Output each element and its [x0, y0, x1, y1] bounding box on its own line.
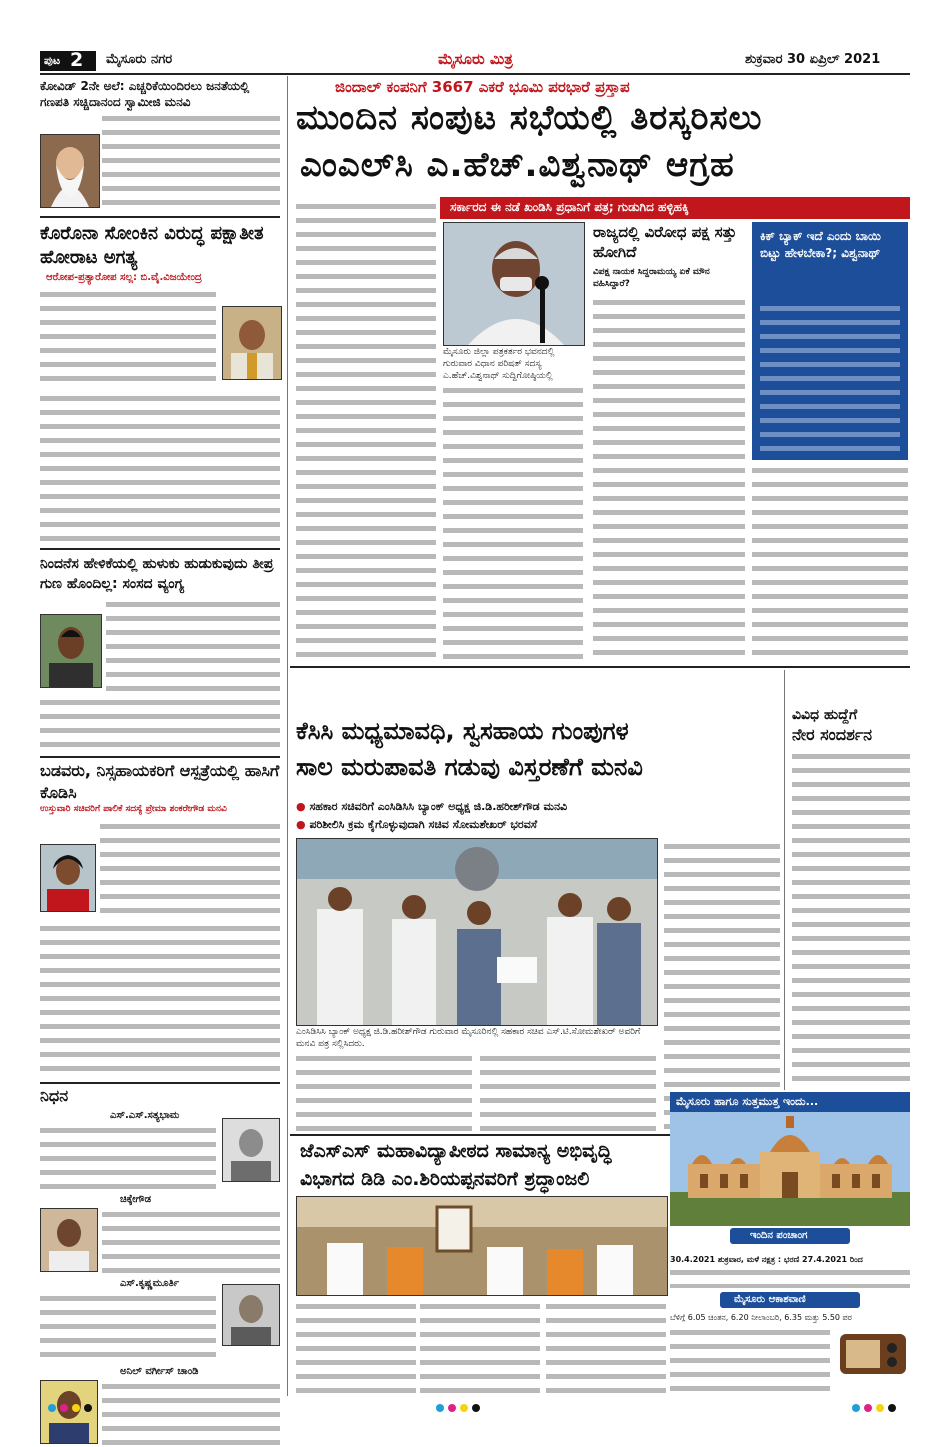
registration-dot — [876, 1404, 884, 1412]
mp-photo-art — [41, 615, 101, 687]
bullet-icon: ● — [296, 800, 306, 813]
mid-body-col-2 — [480, 1052, 656, 1132]
lead-body-col-3 — [593, 296, 745, 662]
obituary-name-4: ಅನಿಲ್ ವರ್ಗೀಸ್ ಚಾಂಡಿ — [120, 1366, 199, 1377]
vishwanath-photo — [443, 222, 585, 346]
story-divider — [40, 756, 280, 758]
radio-icon — [838, 1330, 908, 1376]
lead-body-col-4 — [752, 464, 908, 662]
obituary-photo-3-art — [223, 1285, 279, 1345]
story-mp-body — [106, 598, 280, 698]
lead-headline-1: ಮುಂದಿನ ಸಂಪುಟ ಸಭೆಯಲ್ಲಿ ತಿರಸ್ಕರಿಸಲು — [296, 98, 763, 138]
mysuru-today-ad — [670, 1092, 910, 1242]
kcc-photo — [296, 838, 658, 1026]
mysuru-today-ad-title: ಮೈಸೂರು ಹಾಗೂ ಸುತ್ತಮುತ್ತ ಇಂದು... — [676, 1095, 819, 1108]
mid-bullet-2-text: ಪರಿಶೀಲಿಸಿ ಕ್ರಮ ಕೈಗೊಳ್ಳುವುದಾಗಿ ಸಚಿವ ಸೋಮಶೇಖರ್ ಭರವಸೆ — [309, 818, 538, 831]
mp-photo — [40, 614, 102, 688]
lead-bottom-rule — [290, 666, 910, 668]
mid-bullet-1 — [296, 800, 776, 814]
story-bed-head: ಬಡವರು, ನಿಸ್ಸಹಾಯಕರಿಗೆ ಆಸ್ಪತ್ರೆಯಲ್ಲಿ ಹಾಸಿಗೆ ಕೊಡಿಸಿ — [40, 761, 280, 802]
left-column — [40, 76, 280, 1396]
right-news-title-1: ವಿವಿಧ ಹುದ್ದೆಗೆ — [792, 707, 858, 723]
mid-headline-1: ಕೆಸಿಸಿ ಮಧ್ಯಮಾವಧಿ, ಸ್ವಸಹಾಯ ಗುಂಪುಗಳ — [296, 717, 629, 745]
registration-dot — [460, 1404, 468, 1412]
radio-title: ಮೈಸೂರು ಆಕಾಶವಾಣಿ — [734, 1294, 806, 1305]
panchanga-title: ಇಂದಿನ ಪಂಚಾಂಗ — [750, 1230, 808, 1241]
obituary-name-1: ಎಸ್.ಎಸ್.ಸತ್ಯಭಾಮ — [110, 1110, 180, 1121]
mysuru-today-ad-bar — [670, 1092, 910, 1112]
jss-photo — [296, 1196, 668, 1296]
registration-dot — [864, 1404, 872, 1412]
lead-body-col-2 — [443, 384, 583, 662]
page-label: ಪುಟ — [44, 54, 61, 67]
vijayendra-photo — [222, 306, 282, 380]
story-corona-body — [40, 288, 216, 388]
kickback-box-head: ಕಿಕ್ ಬ್ಯಾಕ್ ಇದೆ ಎಂದು ಬಾಯಿ ಬಿಟ್ಟು ಹೇಳಬೇಕಾ?; ವಿಶ್ವನಾಥ್ — [760, 229, 881, 260]
story-corona-head: ಕೊರೊನಾ ಸೋಂಕಿನ ವಿರುದ್ಧ ಪಕ್ಷಾತೀತ ಹೋರಾಟ ಅಗತ್ಯ — [40, 223, 264, 268]
jss-photo-art — [297, 1197, 667, 1295]
vishwanath-photo-caption: ಮೈಸೂರು ಜಿಲ್ಲಾ ಪತ್ರಕರ್ತರ ಭವನದಲ್ಲಿ ಗುರುವಾರ ವಿಧಾನ ಪರಿಷತ್ ಸದಸ್ಯ ಎ.ಹೆಚ್.ವಿಶ್ವನಾಥ್ ಸುದ್ದಿಗೋಷ್ಠಿಯಲ್ಲಿ — [443, 347, 555, 381]
mid-body-col-1 — [296, 1052, 472, 1132]
story-covid-swamiji-head: ಕೋವಿಡ್ 2ನೇ ಅಲೆ: ಎಚ್ಚರಿಕೆಯಿಂದಿರಲು ಜನತೆಯಲ್ಲಿ ಗಣಪತಿ ಸಚ್ಚಿದಾನಂದ ಸ್ವಾಮೀಜಿ ಮನವಿ — [40, 79, 250, 109]
kcc-photo-caption: ಎಂಸಿಡಿಸಿಸಿ ಬ್ಯಾಂಕ್ ಅಧ್ಯಕ್ಷ ಜಿ.ಡಿ.ಹರೀಶ್‌ಗೌಡ ಗುರುವಾರ ಮೈಸೂರಿನಲ್ಲಿ ಸಹಕಾರ ಸಚಿವ ಎಸ್.ಟಿ.ಸೋಮಶೇಖರ್ ಅವರಿಗೆ ಮನವಿ ಪತ್ರ ಸಲ್ಲಿಸಿದರು. — [296, 1027, 641, 1049]
registration-dot — [888, 1404, 896, 1412]
lead-body-col-1 — [296, 200, 436, 662]
right-news-title-2: ನೇರ ಸಂದರ್ಶನ — [792, 725, 873, 744]
obituary-photo-2 — [40, 1208, 98, 1272]
bottom-body-col-1 — [296, 1300, 416, 1396]
lead-sub-kicker: ವಿಪಕ್ಷ ನಾಯಕ ಸಿದ್ದರಾಮಯ್ಯ ಏಕೆ ಮೌನ ವಹಿಸಿದ್ದಾರೆ? — [593, 267, 710, 289]
lead-kicker: ಜಿಂದಾಲ್ ಕಂಪನಿಗೆ 3667 ಎಕರೆ ಭೂಮಿ ಪರಭಾರೆ ಪ್ರಸ್ತಾಪ — [335, 78, 630, 96]
story-corona-kicker: ಆರೋಪ-ಪ್ರತ್ಯಾರೋಪ ಸಲ್ಲ: ಬಿ.ವೈ.ವಿಜಯೇಂದ್ರ — [46, 272, 202, 283]
radio-bar — [720, 1292, 860, 1308]
story-bed-kicker: ಉಸ್ತುವಾರಿ ಸಚಿವರಿಗೆ ಪಾಲಿಕೆ ಸದಸ್ಯೆ ಪ್ರೇಮಾ ಶಂಕರೇಗೌಡ ಮನವಿ — [40, 804, 227, 814]
bottom-headline-2: ವಿಭಾಗದ ಡಿಡಿ ಎಂ.ಶಿರಿಯಪ್ಪನವರಿಗೆ ಶ್ರದ್ಧಾಂಜಲಿ — [300, 1168, 590, 1190]
section-name: ಮೈಸೂರು ನಗರ — [106, 52, 173, 67]
mid-bullet-1-text: ಸಹಕಾರ ಸಚಿವರಿಗೆ ಎಂಸಿಡಿಸಿಸಿ ಬ್ಯಾಂಕ್ ಅಧ್ಯಕ್ಷ ಜಿ.ಡಿ.ಹರೀಶ್‌ಗೌಡ ಮನವಿ — [309, 800, 568, 813]
lead-strap: ಸರ್ಕಾರದ ಈ ನಡೆ ಖಂಡಿಸಿ ಪ್ರಧಾನಿಗೆ ಪತ್ರ; ಗುಡುಗಿದ ಹಳ್ಳಿಹಕ್ಕಿ — [450, 200, 689, 214]
registration-dot — [84, 1404, 92, 1412]
vishwanath-photo-art — [444, 223, 584, 345]
page-header — [40, 50, 910, 72]
story-bed-body-2 — [40, 922, 280, 1080]
story-divider — [40, 548, 280, 550]
registration-dot — [48, 1404, 56, 1412]
mysore-palace-illustration — [670, 1112, 910, 1226]
mid-bullet-2 — [296, 818, 776, 832]
obituary-body-3 — [40, 1292, 216, 1360]
obituary-name-2: ಚಿಕ್ಕೇಗೌಡ — [120, 1194, 151, 1205]
radio-icon-art — [838, 1330, 908, 1376]
panchanga-body — [670, 1266, 910, 1288]
obituary-title: ನಿಧನ — [40, 1086, 69, 1105]
page-date: ಶುಕ್ರವಾರ 30 ಏಪ್ರಿಲ್ 2021 — [745, 52, 881, 67]
masthead: ಮೈಸೂರು ಮಿತ್ರ — [438, 50, 513, 68]
lead-sub-head: ರಾಜ್ಯದಲ್ಲಿ ವಿರೋಧ ಪಕ್ಷ ಸತ್ತು ಹೋಗಿದೆ — [593, 223, 737, 261]
prema-photo — [40, 844, 96, 912]
story-divider — [40, 1082, 280, 1084]
bottom-body-col-2 — [420, 1300, 540, 1396]
print-registration-dots — [0, 1404, 945, 1416]
obituary-body-1 — [40, 1124, 216, 1192]
mid-body-col-3 — [664, 840, 780, 1132]
radio-line: ಬೆಳಿಗ್ಗೆ 6.05 ಚಿಂತನ, 6.20 ನೀಲಾಂಬರಿ, 6.35 ಮತ್ತು 5.50 ಪರ — [670, 1313, 852, 1322]
registration-dot — [60, 1404, 68, 1412]
registration-dot — [448, 1404, 456, 1412]
mid-headline-2: ಸಾಲ ಮರುಪಾವತಿ ಗಡುವು ವಿಸ್ತರಣೆಗೆ ಮನವಿ — [296, 753, 643, 781]
obituary-name-3: ಎಸ್.ಕೃಷ್ಣಮೂರ್ತಿ — [120, 1278, 180, 1289]
kickback-box-body — [760, 302, 900, 452]
obituary-photo-1 — [222, 1118, 280, 1182]
story-bed-body — [100, 820, 280, 920]
obituary-photo-2-art — [41, 1209, 97, 1271]
story-corona-body-2 — [40, 392, 280, 542]
registration-dot — [436, 1404, 444, 1412]
story-covid-swamiji-body — [102, 112, 280, 212]
right-column-divider — [784, 670, 785, 1090]
page-number-badge — [40, 51, 96, 71]
obituary-photo-3 — [222, 1284, 280, 1346]
story-mp-head: ನಿಂದನೆಸ ಹೇಳಿಕೆಯಲ್ಲಿ ಹುಳುಕು ಹುಡುಕುವುದು ತೀಪ್ರ ಗುಣ ಹೊಂದಿಲ್ಲ: ಸಂಸದ ವ್ಯಂಗ್ಯ — [40, 556, 274, 592]
registration-dot — [72, 1404, 80, 1412]
obituary-photo-1-art — [223, 1119, 279, 1181]
story-mp-body-2 — [40, 696, 280, 752]
page-number: 2 — [70, 49, 84, 71]
prema-photo-art — [41, 845, 95, 911]
kickback-box — [752, 222, 908, 460]
header-rule — [40, 73, 910, 75]
story-divider — [40, 216, 280, 218]
bottom-body-col-3 — [546, 1300, 666, 1396]
vijayendra-photo-art — [223, 307, 281, 379]
registration-dot — [852, 1404, 860, 1412]
kcc-photo-art — [297, 839, 657, 1025]
bullet-icon: ● — [296, 818, 306, 831]
lead-strap-bar — [440, 197, 910, 219]
panchanga-line: 30.4.2021 ಶುಕ್ರವಾರ, ಮಳೆ ನಕ್ಷತ್ರ : ಭರಣಿ 27.4.2021 ರಿಂದ — [670, 1255, 863, 1264]
radio-body — [670, 1326, 830, 1396]
panchanga-bar — [730, 1228, 850, 1244]
right-news-body — [792, 750, 910, 1084]
swamiji-photo — [40, 134, 100, 208]
lead-headline-2: ಎಂಎಲ್‌ಸಿ ಎ.ಹೆಚ್.ವಿಶ್ವನಾಥ್ ಆಗ್ರಹ — [300, 145, 735, 185]
swamiji-photo-art — [41, 135, 99, 207]
left-column-divider — [287, 76, 288, 1396]
registration-dot — [472, 1404, 480, 1412]
bottom-headline-1: ಜೆಎಸ್‌ಎಸ್ ಮಹಾವಿದ್ಯಾಪೀಠದ ಸಾಮಾನ್ಯ ಅಭಿವೃದ್ಧಿ — [300, 1140, 612, 1162]
obituary-body-2 — [102, 1208, 280, 1274]
